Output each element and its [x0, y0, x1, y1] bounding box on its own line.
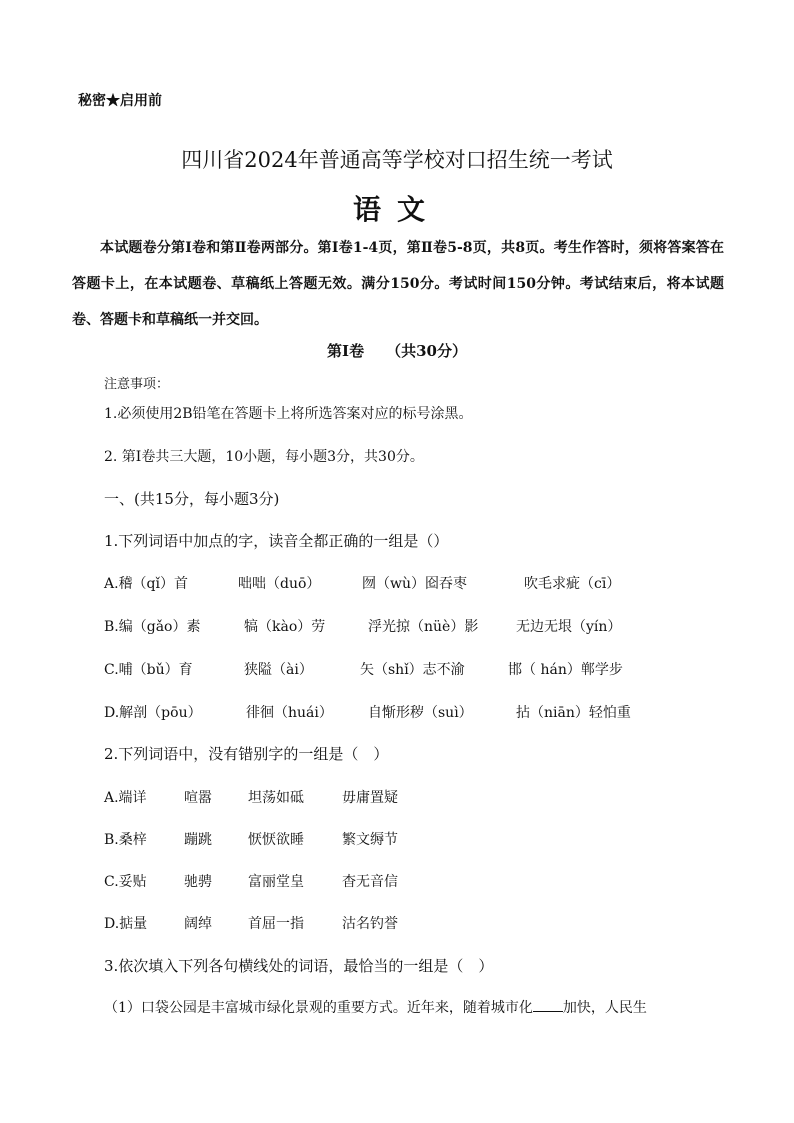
note-item: 2. 第Ⅰ卷共三大题，10小题，每小题3分，共30分。 — [104, 449, 424, 465]
option-cell: 富丽堂皇 — [248, 874, 304, 890]
option-cell: A.端详 — [104, 790, 147, 806]
option-cell: 杳无音信 — [342, 874, 398, 890]
option-cell: 自惭形秽（suì） — [368, 705, 473, 721]
option-cell: 毋庸置疑 — [342, 790, 398, 806]
option-cell: 蹦跳 — [184, 832, 212, 848]
option-cell: D.解剖（pōu） — [104, 705, 202, 721]
option-cell: 坦荡如砥 — [248, 790, 304, 806]
section-heading — [0, 340, 794, 361]
option-cell: 囫（wù）囵吞枣 — [362, 576, 467, 592]
option-cell: 首屈一指 — [248, 916, 304, 932]
note-item: 1.必须使用2B铅笔在答题卡上将所选答案对应的标号涂黑。 — [104, 406, 473, 422]
option-cell: A.稽（qǐ）首 — [104, 576, 188, 592]
option-cell: 驰骋 — [184, 874, 212, 890]
option-cell: 恹恹欲睡 — [248, 832, 304, 848]
confidential-label: 秘密★启用前 — [78, 93, 162, 109]
question-1-stem: 1.下列词语中加点的字，读音全都正确的一组是（） — [104, 532, 449, 550]
option-cell: 拈（niān）轻怕重 — [516, 705, 631, 721]
option-cell: 吹毛求疵（cī） — [524, 576, 621, 592]
option-cell: 繁文缛节 — [342, 832, 398, 848]
option-cell: C.哺（bǔ）育 — [104, 662, 193, 678]
exam-instructions: 本试题卷分第Ⅰ卷和第Ⅱ卷两部分。第Ⅰ卷1-4页，第Ⅱ卷5-8页，共8页。考生作答时，须将答案答在答题卡上，在本试题卷、草稿纸上答题无效。满分150分。考试时间150分钟。考试结束后，将本试题卷、答题卡和草稿纸一并交回。 — [72, 240, 724, 328]
option-cell: 矢（shǐ）志不渝 — [360, 662, 465, 678]
option-cell: 狭隘（ài） — [244, 662, 313, 678]
option-cell: 徘徊（huái） — [246, 705, 333, 721]
subject-title: 语文 — [352, 193, 441, 226]
option-cell: B.编（gǎo）素 — [104, 619, 201, 635]
sentence-text: （1）口袋公园是丰富城市绿化景观的重要方式。近年来，随着城市化 — [104, 1000, 533, 1016]
option-cell: 咄咄（duō） — [238, 576, 321, 592]
question-3-sentence-1 — [104, 997, 647, 1017]
notes-label: 注意事项： — [104, 377, 170, 392]
option-cell: 浮光掠（nüè）影 — [368, 619, 479, 635]
option-cell: 阔绰 — [184, 916, 212, 932]
question-3-stem: 3.依次填入下列各句横线处的词语，最恰当的一组是（ ） — [104, 957, 494, 975]
option-cell: 喧嚣 — [184, 790, 212, 806]
option-cell: B.桑梓 — [104, 832, 147, 848]
part-heading: 一、(共15分，每小题3分) — [104, 490, 280, 508]
option-cell: D.掂量 — [104, 916, 148, 932]
question-2-stem: 2.下列词语中，没有错别字的一组是（ ） — [104, 745, 389, 763]
option-cell: 犒（kào）劳 — [244, 619, 326, 635]
fill-blank — [533, 997, 563, 1012]
section-title: 第Ⅰ卷 — [327, 342, 365, 360]
option-cell: 邯（ hán）郸学步 — [508, 662, 623, 678]
option-cell: 沽名钓誉 — [342, 916, 398, 932]
option-cell: C.妥贴 — [104, 874, 147, 890]
sentence-text-continued: 加快，人民生 — [562, 1000, 647, 1016]
exam-title: 四川省2024年普通高等学校对口招生统一考试 — [181, 148, 613, 172]
option-cell: 无边无垠（yín） — [516, 619, 622, 635]
section-points: （共30分） — [386, 342, 467, 360]
